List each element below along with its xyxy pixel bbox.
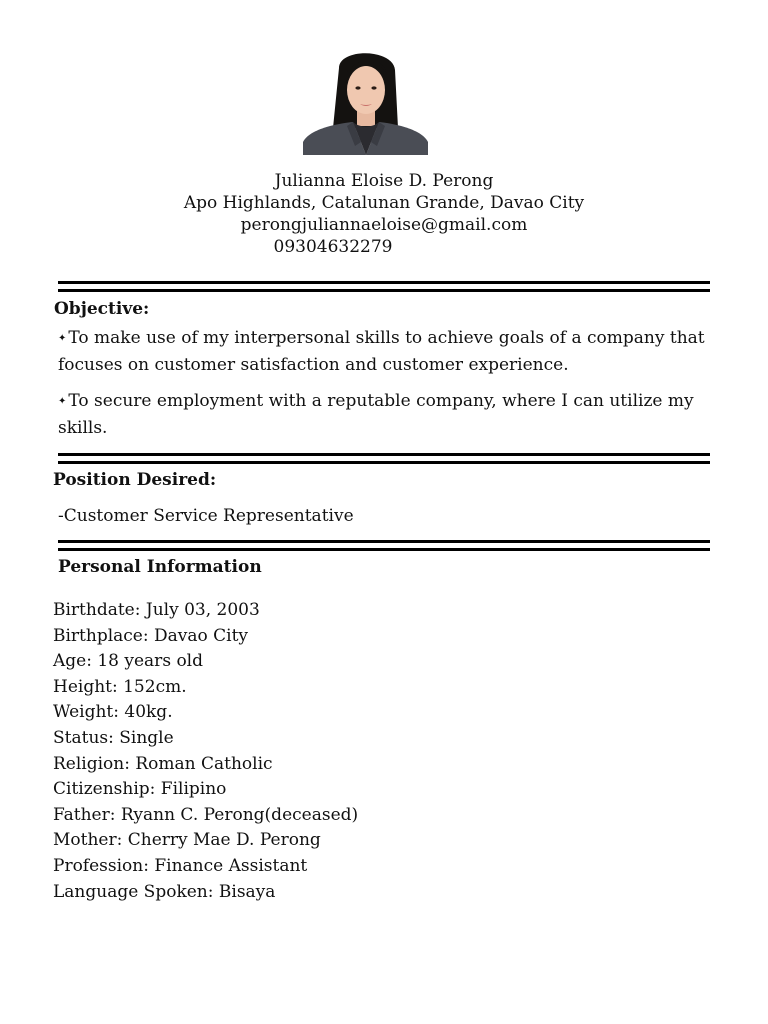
divider-line: [58, 548, 710, 551]
contact-header: [0, 170, 768, 258]
divider-line: [58, 461, 710, 464]
objective-title: Objective:: [54, 299, 150, 319]
phone-number: 09304632279: [273, 237, 393, 257]
objective-item-text: To secure employment with a reputable company, where I can utilize my skills.: [58, 391, 694, 438]
divider-line: [58, 453, 710, 456]
address: Apo Highlands, Catalunan Grande, Davao City: [183, 193, 585, 213]
divider-line: [58, 540, 710, 543]
profile-photo: [303, 42, 428, 155]
list-item: Religion: Roman Catholic: [53, 753, 273, 774]
list-item: Weight: 40kg.: [53, 702, 173, 723]
list-item: Citizenship: Filipino: [53, 779, 227, 800]
position-title: Position Desired:: [53, 470, 217, 490]
list-item: Language Spoken: Bisaya: [53, 881, 276, 902]
objective-item: [58, 325, 718, 378]
divider-line: [58, 289, 710, 292]
full-name: Julianna Eloise D. Perong: [274, 171, 494, 191]
position-value: -Customer Service Representative: [58, 506, 354, 526]
list-item: Age: 18 years old: [53, 651, 203, 672]
list-item: Mother: Cherry Mae D. Perong: [53, 830, 321, 851]
bullet-star-icon: ✦: [58, 333, 67, 344]
divider-line: [58, 281, 710, 284]
list-item: Father: Ryann C. Perong(deceased): [53, 804, 359, 825]
bullet-star-icon: ✦: [58, 396, 67, 407]
list-item: Birthdate: July 03, 2003: [53, 600, 260, 620]
personal-info-title: Personal Information: [58, 557, 262, 577]
list-item: Profession: Finance Assistant: [53, 855, 308, 876]
objective-item: [58, 388, 718, 441]
personal-info-list: [53, 598, 358, 905]
list-item: Height: 152cm.: [53, 676, 187, 697]
list-item: Birthplace: Davao City: [53, 625, 249, 646]
objective-item-text: To make use of my interpersonal skills to achieve goals of a company that focuses on customer satisfaction and customer experience.: [58, 328, 705, 375]
email: perongjuliannaeloise@gmail.com: [240, 215, 528, 235]
list-item: Status: Single: [53, 727, 174, 748]
